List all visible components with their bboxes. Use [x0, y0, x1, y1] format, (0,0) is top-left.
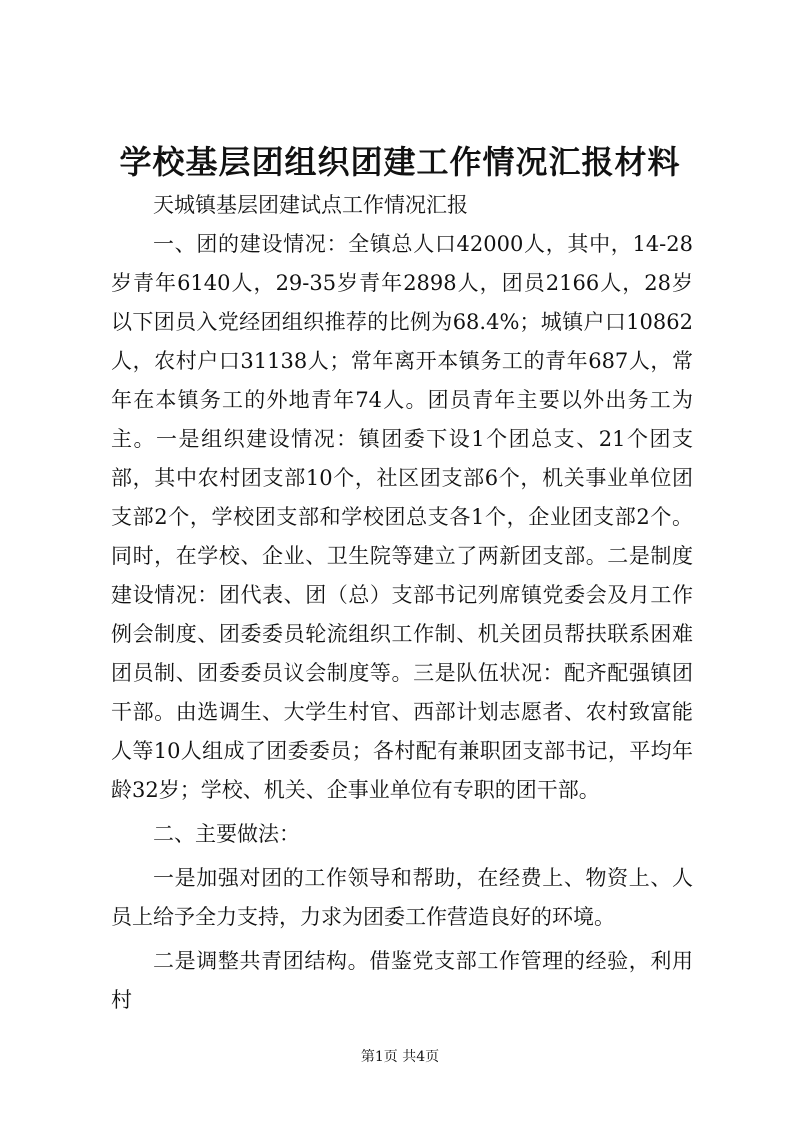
paragraph-section-1: 一、团的建设情况：全镇总人口42000人，其中，14-28岁青年6140人，29-35岁青年2898人，团员2166人，28岁以下团员入党经团组织推荐的比例为68.4%；城镇户口10862人，农村户口31138人；常年离开本镇务工的青年687人，常年在本镇务工的外地青年74人。团员青年主要以外出务工为主。一是组织建设情况：镇团委下设1个团总支、21个团支部，其中农村团支部10个，社区团支部6个，机关事业单位团支部2个，学校团支部和学校团总支各1个，企业团支部2个。同时，在学校、企业、卫生院等建立了两新团支部。二是制度建设情况：团代表、团（总）支部书记列席镇党委会及月工作例会制度、团委委员轮流组织工作制、机关团员帮扶联系困难团员制、团委委员议会制度等。三是队伍状况：配齐配强镇团干部。由选调生、大学生村官、西部计划志愿者、农村致富能人等10人组成了团委委员；各村配有兼职团支部书记，平均年龄32岁；学校、机关、企事业单位有专职的团干部。 — [111, 232, 693, 802]
document-body — [111, 186, 693, 1020]
paragraph-section-2-heading: 二、主要做法： — [153, 822, 300, 846]
document-title: 学校基层团组织团建工作情况汇报材料 — [119, 143, 681, 181]
paragraph-subtitle: 天城镇基层团建试点工作情况汇报 — [153, 193, 468, 217]
page-footer: 第1页 共4页 — [360, 1049, 440, 1065]
paragraph-measure-1: 一是加强对团的工作领导和帮助，在经费上、物资上、人员上给予全力支持，力求为团委工作营造良好的环境。 — [111, 866, 693, 929]
paragraph-measure-2: 二是调整共青团结构。借鉴党支部工作管理的经验，利用村 — [111, 949, 693, 1012]
